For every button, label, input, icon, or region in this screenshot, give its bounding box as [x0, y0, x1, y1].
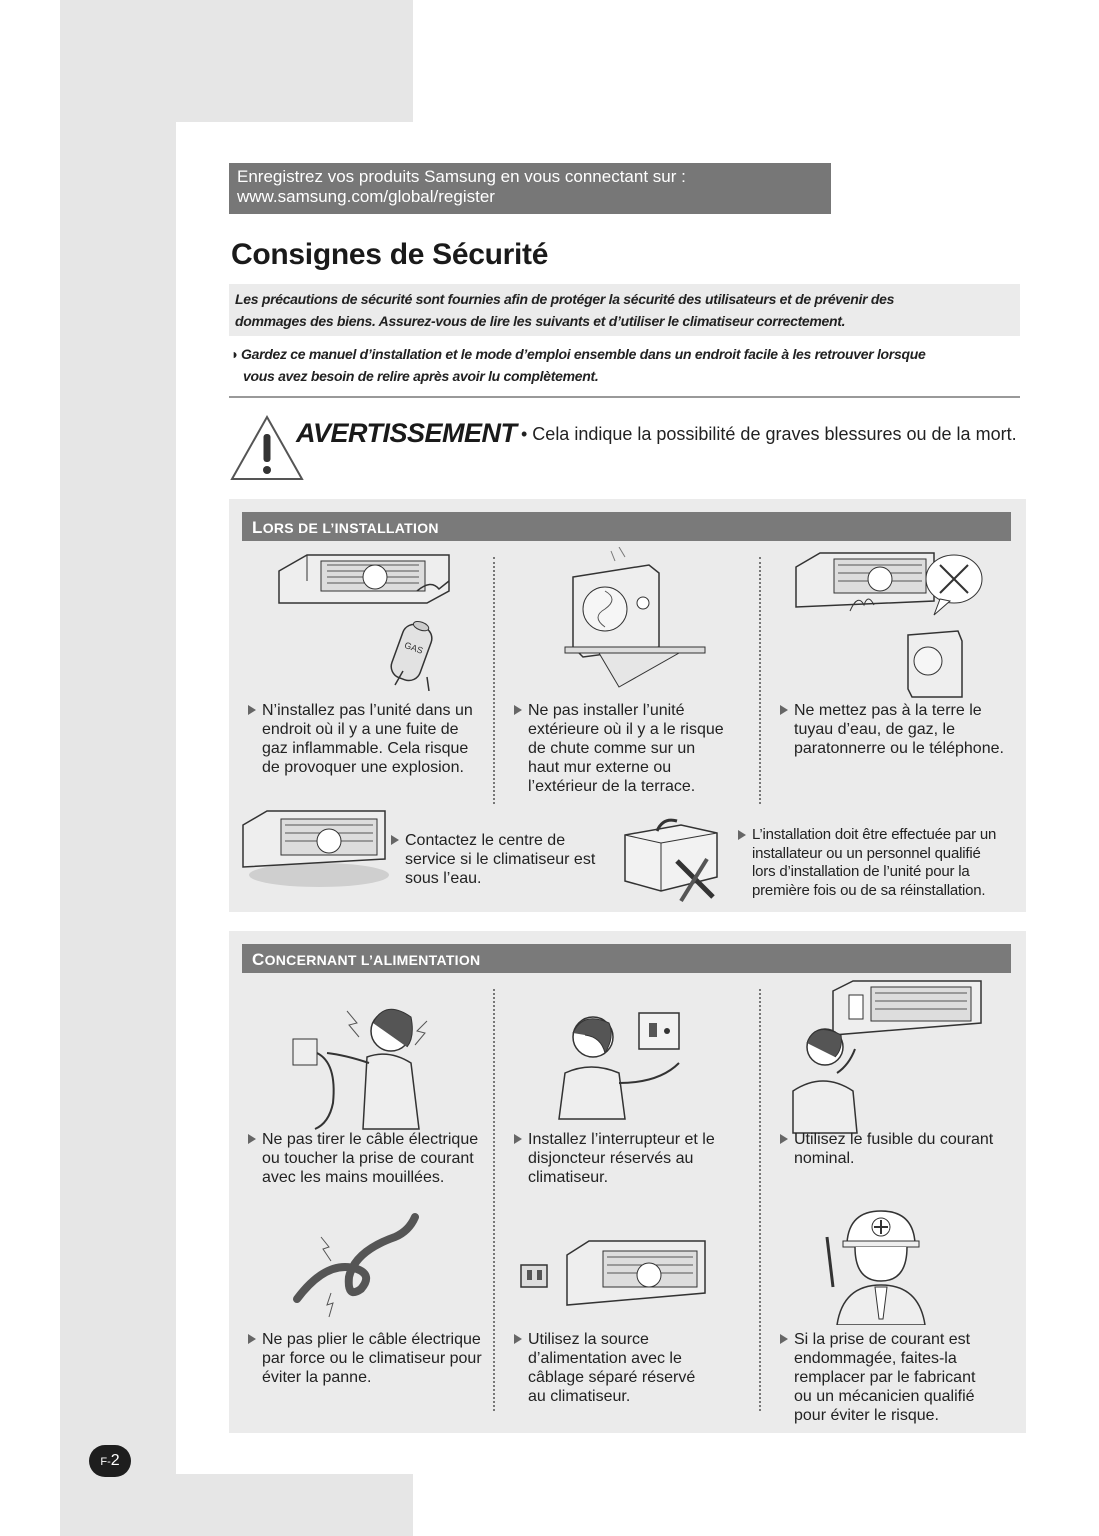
column-separator	[493, 557, 495, 804]
bullet-triangle-icon	[780, 1334, 788, 1344]
power-item-bend-cable: Ne pas plier le câble électrique par force ou le climatiseur pour éviter la panne.	[262, 1330, 492, 1387]
technician-illustration	[817, 1207, 941, 1325]
divider	[229, 396, 1020, 398]
power-item-switch: Installez l’interrupteur et le disjoncteur réservés au climatiseur.	[528, 1130, 753, 1187]
note-paragraph	[231, 343, 1021, 387]
power-item-fuse: Utilisez le fusible du courant nominal.	[794, 1130, 1019, 1168]
bullet-triangle-icon	[780, 1134, 788, 1144]
intro-line: dommages des biens. Assurez-vous de lire les suivants et d’utiliser le climatiseur correctement.	[235, 313, 846, 329]
install-item-gas: N’installez pas l’unité dans un endroit où il y a une fuite de gaz inflammable. Cela risque de provoquer une explosion.	[262, 701, 487, 777]
intro-line: Les précautions de sécurité sont fournies afin de protéger la sécurité des utilisateurs et de prévenir des	[235, 291, 895, 307]
flooded-unit-illustration	[241, 809, 391, 891]
bullet-triangle-icon	[514, 1134, 522, 1144]
intro-box	[229, 284, 1020, 336]
gas-leak-illustration	[277, 551, 457, 691]
register-banner	[229, 163, 831, 214]
note-line: Gardez ce manuel d’installation et le mode d’emploi ensemble dans un endroit facile à les retrouver lorsque	[241, 346, 926, 362]
bullet-arrow-icon: ◗	[231, 346, 240, 362]
warning-triangle-icon	[229, 414, 305, 482]
section-header-installation: LORS DE L’INSTALLATION	[242, 512, 1011, 541]
page-margin-bottom	[60, 1474, 413, 1536]
outdoor-unit-illustration	[559, 547, 709, 697]
bent-cable-illustration	[291, 1207, 421, 1319]
bullet-triangle-icon	[391, 835, 399, 845]
page-number-badge: F-2	[89, 1445, 131, 1477]
bullet-triangle-icon	[780, 705, 788, 715]
page-margin-left	[60, 0, 176, 1536]
install-item-fall: Ne pas installer l’unité extérieure où il y a le risque de chute comme sur un haut mur externe ou l’extérieur de la terrace.	[528, 701, 753, 796]
fuse-illustration	[791, 979, 991, 1135]
toolbox-illustration	[621, 811, 729, 907]
power-item-damaged-plug: Si la prise de courant est endommagée, faites-la remplacer par le fabricant ou un mécanicien qualifié pour éviter le risque.	[794, 1330, 1019, 1425]
column-separator	[759, 989, 761, 1411]
power-section	[229, 931, 1026, 1433]
note-line: vous avez besoin de relire après avoir lu complètement.	[243, 368, 599, 384]
section-header-power: CONCERNANT L’ALIMENTATION	[242, 944, 1011, 973]
installation-section	[229, 499, 1026, 912]
install-item-qualified: L’installation doit être effectuée par un installateur ou un personnel qualifié lors d’installation de l’unité pour la première fois ou de sa réinstallation.	[752, 826, 1022, 900]
svg-text:GAS: GAS	[403, 639, 425, 656]
column-separator	[493, 989, 495, 1411]
bullet-triangle-icon	[248, 705, 256, 715]
bullet-triangle-icon	[514, 705, 522, 715]
no-grounding-illustration	[794, 549, 994, 699]
breaker-switch-illustration	[557, 1011, 707, 1131]
install-item-grounding: Ne mettez pas à la terre le tuyau d’eau, de gaz, le paratonnerre ou le téléphone.	[794, 701, 1024, 758]
bullet-triangle-icon	[248, 1334, 256, 1344]
bullet-triangle-icon	[738, 830, 746, 840]
install-item-flood: Contactez le centre de service si le climatiseur est sous l’eau.	[405, 831, 615, 888]
column-separator	[759, 557, 761, 804]
bullet-triangle-icon	[514, 1334, 522, 1344]
separate-wiring-illustration	[519, 1237, 719, 1317]
power-item-wet-hands: Ne pas tirer le câble électrique ou toucher la prise de courant avec les mains mouillées.	[262, 1130, 490, 1187]
register-url[interactable]: www.samsung.com/global/register	[237, 187, 495, 206]
wet-hands-plug-illustration	[287, 1001, 447, 1131]
page-title: Consignes de Sécurité	[231, 238, 549, 271]
bullet-triangle-icon	[248, 1134, 256, 1144]
power-item-separate-wiring: Utilisez la source d’alimentation avec le câblage séparé réservé au climatiseur.	[528, 1330, 753, 1406]
warning-title: AVERTISSEMENT	[296, 418, 517, 448]
warning-description: • Cela indique la possibilité de graves blessures ou de la mort.	[521, 424, 1017, 444]
register-text: Enregistrez vos produits Samsung en vous connectant sur :	[237, 167, 686, 186]
